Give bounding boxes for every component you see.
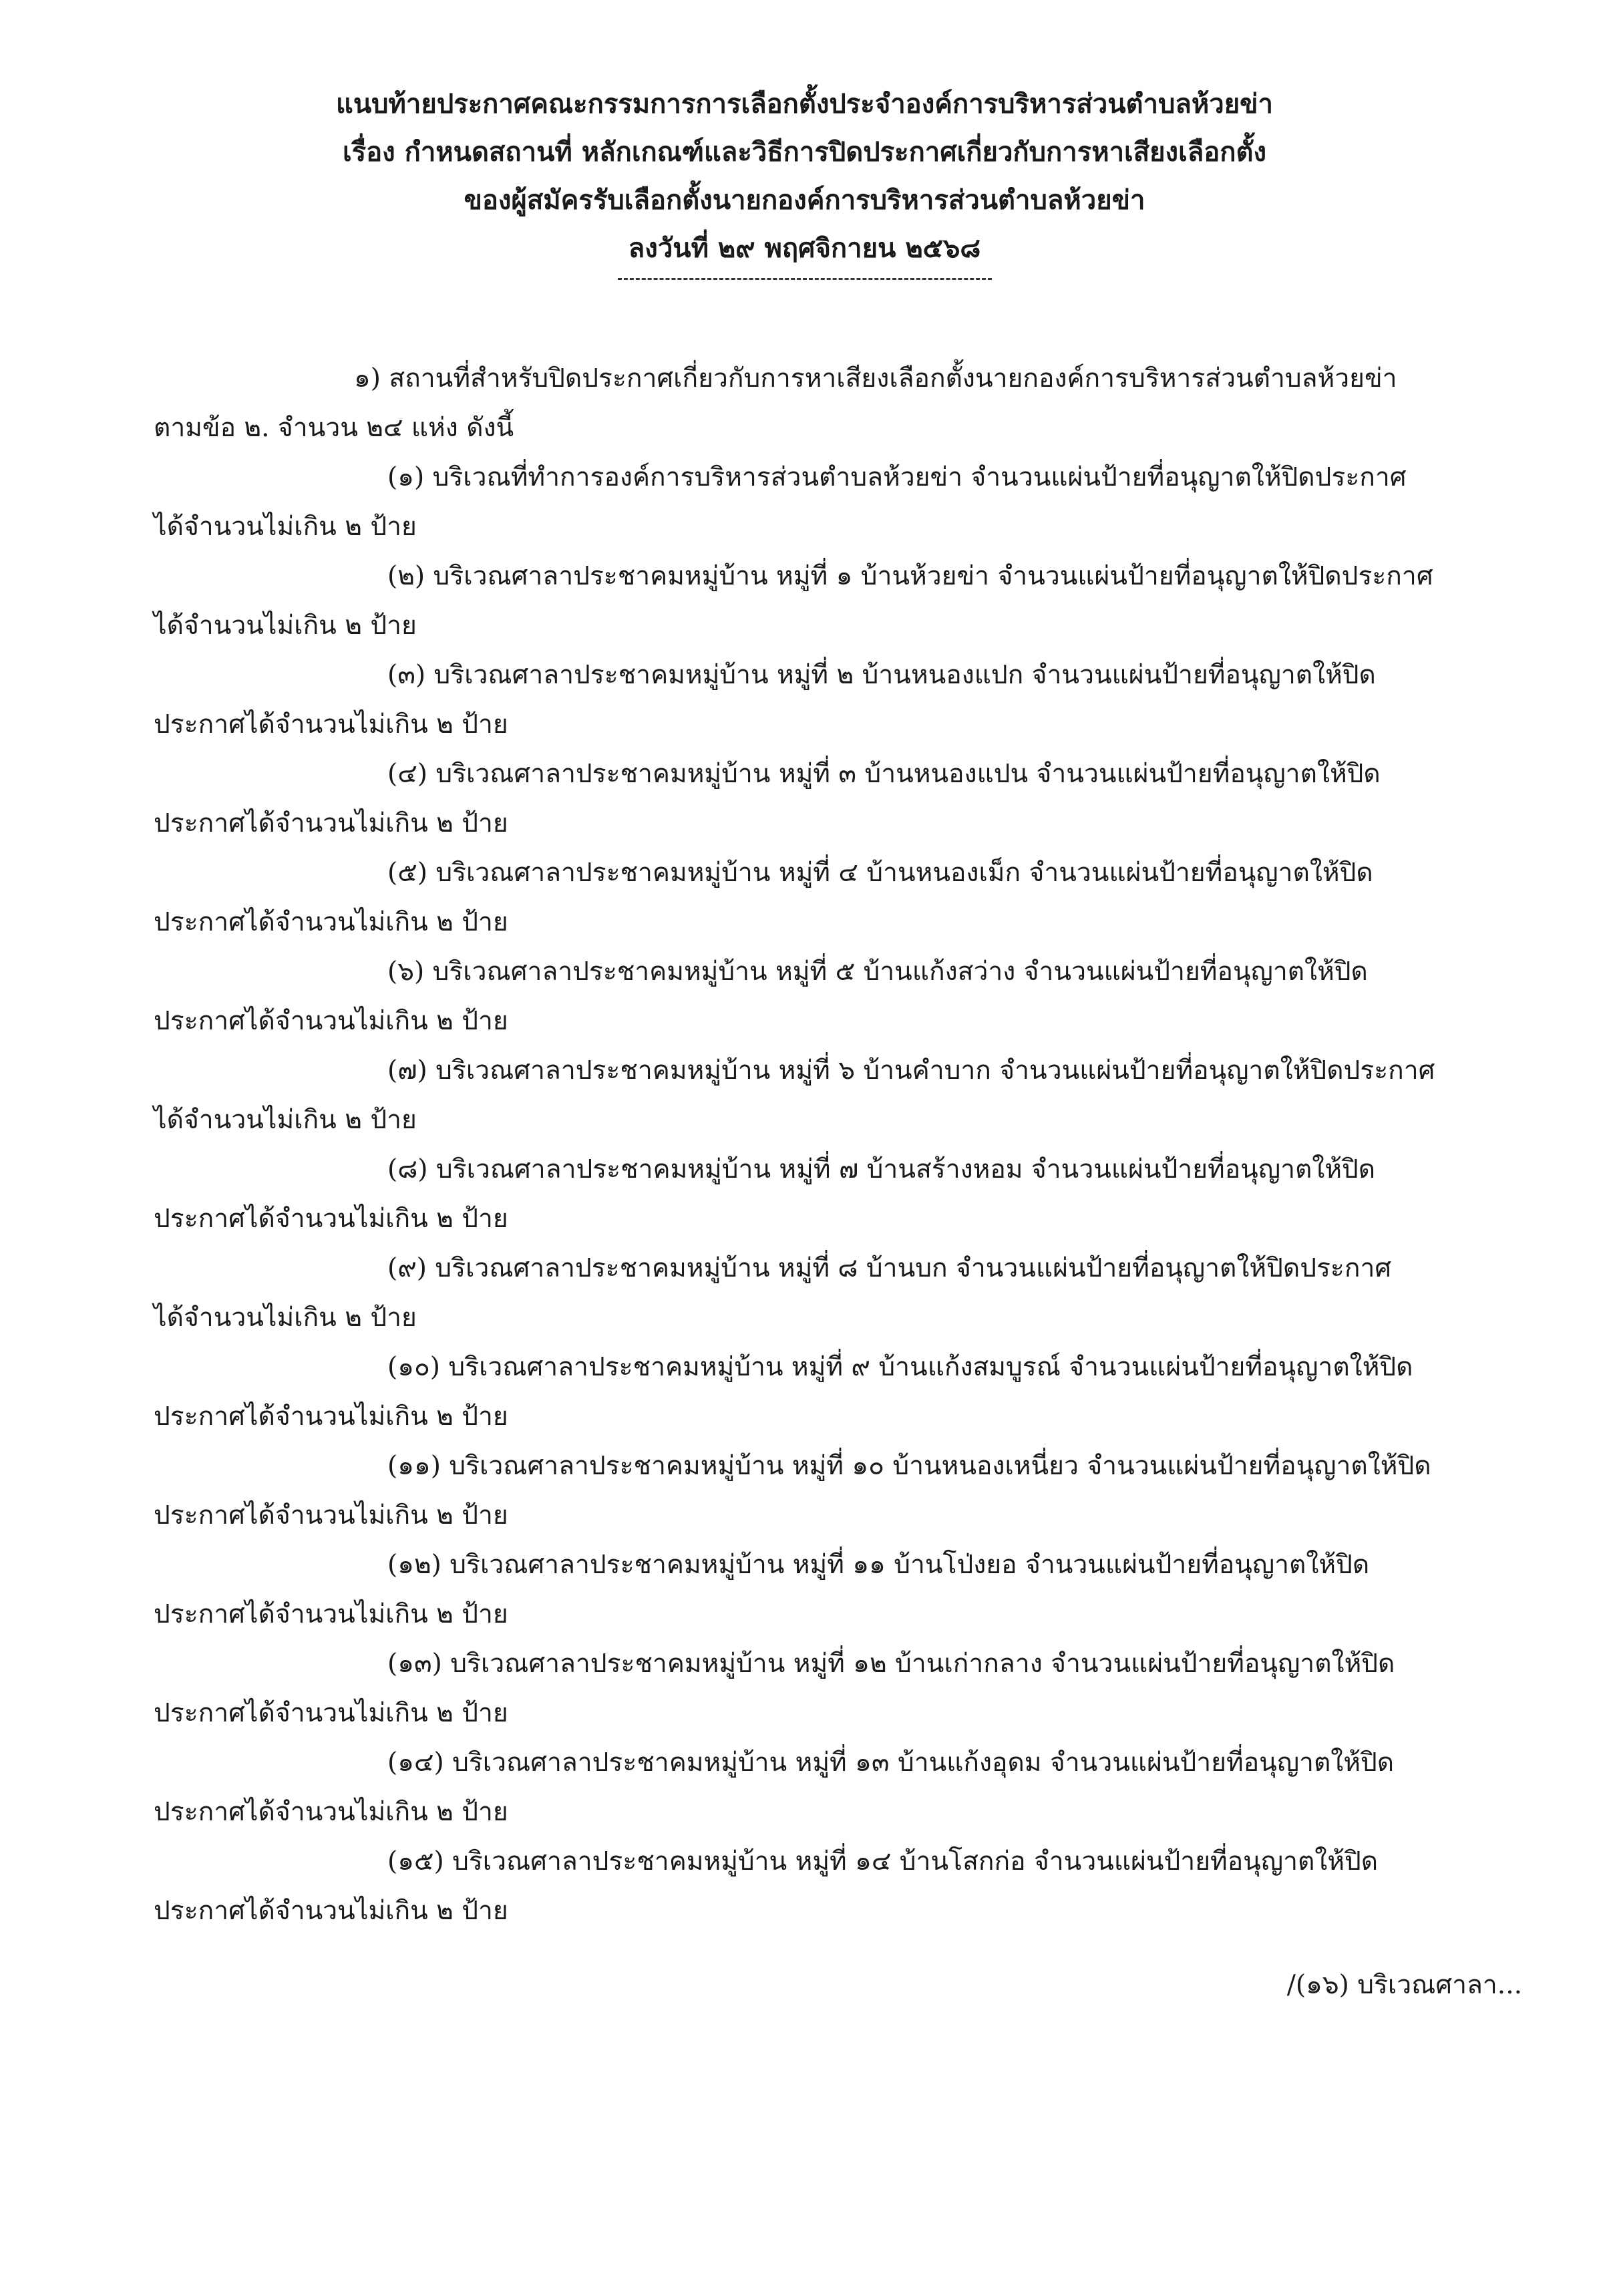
list-item-text-cont: ประกาศได้จำนวนไม่เกิน ๒ ป้าย: [154, 1204, 508, 1234]
list-item: [154, 750, 1516, 848]
list-item-text-cont: ได้จำนวนไม่เกิน ๒ ป้าย: [154, 611, 417, 641]
list-item: [154, 651, 1516, 750]
intro-line-2: ตามข้อ ๒. จำนวน ๒๔ แห่ง ดังนี้: [154, 413, 514, 443]
list-item-text-cont: ประกาศได้จำนวนไม่เกิน ๒ ป้าย: [154, 1006, 508, 1036]
list-item: [154, 1244, 1516, 1343]
list-item-text: (๑) บริเวณที่ทำการองค์การบริหารส่วนตำบลห้วยข่า จำนวนแผ่นป้ายที่อนุญาตให้ปิดประกาศ: [387, 462, 1407, 492]
list-item-text-cont: ประกาศได้จำนวนไม่เกิน ๒ ป้าย: [154, 1896, 508, 1926]
list-item: [154, 1442, 1516, 1540]
document-header: [0, 80, 1609, 280]
list-item-text: (๘) บริเวณศาลาประชาคมหมู่บ้าน หมู่ที่ ๗ บ้านสร้างหอม จำนวนแผ่นป้ายที่อนุญาตให้ปิด: [387, 1154, 1376, 1184]
list-item-text: (๑๑) บริเวณศาลาประชาคมหมู่บ้าน หมู่ที่ ๑๐ บ้านหนองเหนี่ยว จำนวนแผ่นป้ายที่อนุญาตให้ปิด: [387, 1451, 1431, 1481]
header-divider: [618, 278, 992, 280]
list-item-text-cont: ประกาศได้จำนวนไม่เกิน ๒ ป้าย: [154, 1500, 508, 1530]
list-item-text-cont: ประกาศได้จำนวนไม่เกิน ๒ ป้าย: [154, 709, 508, 740]
list-item-text: (๗) บริเวณศาลาประชาคมหมู่บ้าน หมู่ที่ ๖ บ้านคำบาก จำนวนแผ่นป้ายที่อนุญาตให้ปิดประกาศ: [387, 1055, 1435, 1086]
list-item-text: (๑๔) บริเวณศาลาประชาคมหมู่บ้าน หมู่ที่ ๑๓ บ้านแก้งอุดม จำนวนแผ่นป้ายที่อนุญาตให้ปิด: [387, 1748, 1395, 1778]
list-item-text: (๑๓) บริเวณศาลาประชาคมหมู่บ้าน หมู่ที่ ๑๒ บ้านเก่ากลาง จำนวนแผ่นป้ายที่อนุญาตให้ปิด: [387, 1649, 1395, 1679]
header-title: แนบท้ายประกาศคณะกรรมการการเลือกตั้งประจำองค์การบริหารส่วนตำบลห้วยข่า: [336, 88, 1273, 120]
list-item-text-cont: ประกาศได้จำนวนไม่เกิน ๒ ป้าย: [154, 1698, 508, 1728]
list-item: [154, 848, 1516, 947]
list-item-text-cont: ได้จำนวนไม่เกิน ๒ ป้าย: [154, 512, 417, 542]
list-item: [154, 552, 1516, 651]
header-date: ลงวันที่ ๒๙ พฤศจิกายน ๒๕๖๘: [628, 232, 981, 264]
document-body: [154, 354, 1516, 1936]
list-item: [154, 947, 1516, 1046]
list-item-text-cont: ได้จำนวนไม่เกิน ๒ ป้าย: [154, 1303, 417, 1333]
list-item-text: (๖) บริเวณศาลาประชาคมหมู่บ้าน หมู่ที่ ๕ บ้านแก้งสว่าง จำนวนแผ่นป้ายที่อนุญาตให้ปิด: [387, 957, 1368, 987]
list-item-text: (๔) บริเวณศาลาประชาคมหมู่บ้าน หมู่ที่ ๓ บ้านหนองแปน จำนวนแผ่นป้ายที่อนุญาตให้ปิด: [387, 759, 1381, 789]
list-item-text: (๑๐) บริเวณศาลาประชาคมหมู่บ้าน หมู่ที่ ๙ บ้านแก้งสมบูรณ์ จำนวนแผ่นป้ายที่อนุญาตให้ปิด: [387, 1352, 1413, 1382]
list-item-text-cont: ประกาศได้จำนวนไม่เกิน ๒ ป้าย: [154, 1402, 508, 1432]
list-item: [154, 1343, 1516, 1442]
list-item-text: (๓) บริเวณศาลาประชาคมหมู่บ้าน หมู่ที่ ๒ บ้านหนองแปก จำนวนแผ่นป้ายที่อนุญาตให้ปิด: [387, 660, 1376, 690]
header-subject-cont: ของผู้สมัครรับเลือกตั้งนายกองค์การบริหารส่วนตำบลห้วยข่า: [464, 184, 1145, 216]
list-item-text-cont: ประกาศได้จำนวนไม่เกิน ๒ ป้าย: [154, 907, 508, 937]
list-item: [154, 1837, 1516, 1936]
list-item-text: (๙) บริเวณศาลาประชาคมหมู่บ้าน หมู่ที่ ๘ บ้านบก จำนวนแผ่นป้ายที่อนุญาตให้ปิดประกาศ: [387, 1253, 1392, 1283]
list-item-text-cont: ประกาศได้จำนวนไม่เกิน ๒ ป้าย: [154, 1599, 508, 1629]
list-item-text: (๑๕) บริเวณศาลาประชาคมหมู่บ้าน หมู่ที่ ๑๔ บ้านโสกก่อ จำนวนแผ่นป้ายที่อนุญาตให้ปิด: [387, 1846, 1379, 1876]
intro-line-1: ๑) สถานที่สำหรับปิดประกาศเกี่ยวกับการหาเสียงเลือกตั้งนายกองค์การบริหารส่วนตำบลห้วยข่า: [354, 363, 1397, 393]
list-item-text-cont: ได้จำนวนไม่เกิน ๒ ป้าย: [154, 1105, 417, 1135]
list-item: [154, 1738, 1516, 1837]
list-item-text: (๑๒) บริเวณศาลาประชาคมหมู่บ้าน หมู่ที่ ๑๑ บ้านโป่งยอ จำนวนแผ่นป้ายที่อนุญาตให้ปิด: [387, 1550, 1370, 1580]
list-item-text-cont: ประกาศได้จำนวนไม่เกิน ๒ ป้าย: [154, 1797, 508, 1827]
list-item: [154, 1639, 1516, 1738]
list-item-text: (๕) บริเวณศาลาประชาคมหมู่บ้าน หมู่ที่ ๔ บ้านหนองเม็ก จำนวนแผ่นป้ายที่อนุญาตให้ปิด: [387, 858, 1373, 888]
list-item-text: (๒) บริเวณศาลาประชาคมหมู่บ้าน หมู่ที่ ๑ บ้านห้วยข่า จำนวนแผ่นป้ายที่อนุญาตให้ปิดประกาศ: [387, 561, 1433, 591]
list-item: [154, 1540, 1516, 1639]
list-item: [154, 1046, 1516, 1145]
list-item: [154, 1145, 1516, 1244]
header-subject: เรื่อง กำหนดสถานที่ หลักเกณฑ์และวิธีการปิดประกาศเกี่ยวกับการหาเสียงเลือกตั้ง: [342, 136, 1267, 168]
list-item-text-cont: ประกาศได้จำนวนไม่เกิน ๒ ป้าย: [154, 808, 508, 838]
list-item: [154, 453, 1516, 552]
continuation-note: /(๑๖) บริเวณศาลา...: [1286, 1970, 1522, 2000]
